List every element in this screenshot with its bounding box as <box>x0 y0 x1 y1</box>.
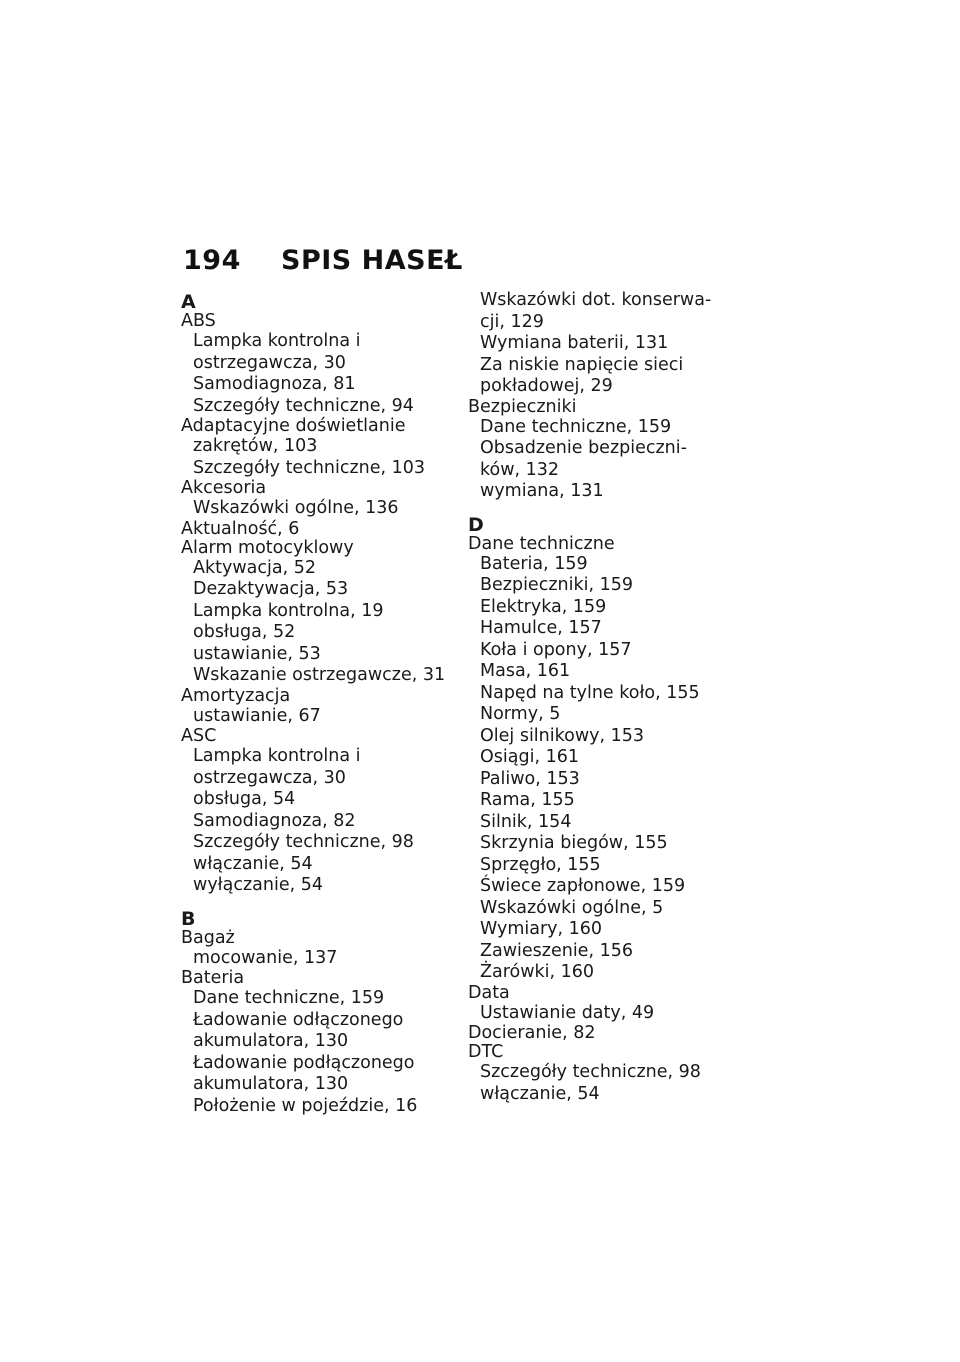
index-subentry <box>468 747 748 769</box>
index-subentry-line: ostrzegawcza, 30 <box>193 352 346 373</box>
index-subentry <box>468 855 748 877</box>
index-subentry <box>468 640 748 662</box>
index-subentry <box>468 554 748 576</box>
index-subentry-line: Osiągi, 161 <box>480 747 579 767</box>
index-subentry <box>468 1084 748 1106</box>
index-subentry-line: obsługa, 54 <box>193 789 296 809</box>
page-number: 194 <box>183 244 241 276</box>
index-subentry <box>181 832 451 854</box>
index-subentry <box>468 438 748 481</box>
index-subentry-line: Rama, 155 <box>480 790 575 810</box>
index-subentry-line: wyłączanie, 54 <box>193 875 324 895</box>
index-term: Alarm motocyklowy <box>181 537 354 558</box>
index-subentry <box>468 919 748 941</box>
index-subentry-line: Paliwo, 153 <box>480 768 580 789</box>
index-term: Akcesoria <box>181 478 267 498</box>
index-subentry-line: Normy, 5 <box>480 704 561 724</box>
index-subentry <box>181 558 451 580</box>
index-subentry-line: Położenie w pojeździe, 16 <box>193 1095 418 1116</box>
index-subentry-line: pokładowej, 29 <box>480 376 613 396</box>
index-subentry-line: Wymiana baterii, 131 <box>480 333 669 353</box>
index-subentry <box>181 644 451 666</box>
index-subentry-line: Bezpieczniki, 159 <box>480 575 633 595</box>
index-term: Dane techniczne <box>468 533 615 554</box>
index-subentry-line: Lampka kontrolna, 19 <box>193 600 384 621</box>
index-subentry-line: Ustawianie daty, 49 <box>480 1002 655 1023</box>
index-subentry <box>181 746 451 789</box>
index-subentry-line: obsługa, 52 <box>193 622 296 642</box>
index-term: DTC <box>468 1042 504 1062</box>
index-term: ASC <box>181 726 217 746</box>
index-subentry-line: Za niskie napięcie sieci <box>480 354 684 375</box>
page-title: SPIS HASEŁ <box>281 244 463 276</box>
index-subentry <box>468 1062 748 1084</box>
index-subentry-line: Silnik, 154 <box>480 811 572 832</box>
index-subentry <box>468 876 748 898</box>
index-subentry <box>468 618 748 640</box>
index-subentry-line: Szczegóły techniczne, 98 <box>193 832 414 852</box>
index-subentry <box>181 811 451 833</box>
index-subentry <box>181 1053 451 1096</box>
index-term: ABS <box>181 311 216 331</box>
index-subentry-line: Bateria, 159 <box>480 553 588 574</box>
page-header <box>183 243 463 277</box>
index-subentry <box>468 290 748 333</box>
index-column-right <box>468 290 748 1105</box>
index-subentry-line: Samodiagnoza, 82 <box>193 810 356 831</box>
index-subentry-line: Zawieszenie, 156 <box>480 940 633 961</box>
index-subentry <box>468 481 748 503</box>
index-subentry-line: ustawianie, 67 <box>193 705 321 726</box>
index-subentry-line: Wskazówki ogólne, 5 <box>480 897 664 918</box>
index-subentry <box>181 396 451 418</box>
index-term: Bezpieczniki <box>468 396 577 417</box>
index-subentry <box>468 683 748 705</box>
index-subentry-line: akumulatora, 130 <box>193 1074 349 1094</box>
index-subentry <box>468 704 748 726</box>
index-subentry-line: Sprzęgło, 155 <box>480 854 601 875</box>
index-subentry-line: Wskazanie ostrzegawcze, 31 <box>193 665 446 685</box>
index-subentry <box>181 948 451 970</box>
index-subentry-line: zakrętów, 103 <box>193 436 318 456</box>
index-subentry <box>468 417 748 439</box>
index-term: Data <box>468 982 510 1003</box>
index-subentry-line: Skrzynia biegów, 155 <box>480 833 668 853</box>
index-subentry-line: Elektryka, 159 <box>480 596 607 617</box>
index-subentry <box>181 331 451 374</box>
index-subentry <box>468 812 748 834</box>
index-subentry-line: Wskazówki ogólne, 136 <box>193 498 399 518</box>
index-subentry-line: Dane techniczne, 159 <box>193 988 385 1008</box>
index-subentry <box>181 665 451 687</box>
index-subentry-line: Świece zapłonowe, 159 <box>480 876 686 896</box>
index-subentry <box>468 1003 748 1025</box>
index-subentry <box>181 706 451 728</box>
index-subentry-line: Szczegóły techniczne, 98 <box>480 1062 701 1082</box>
index-subentry <box>181 498 451 520</box>
index-subentry <box>181 579 451 601</box>
index-subentry <box>468 833 748 855</box>
index-subentry-line: Szczegóły techniczne, 94 <box>193 395 414 416</box>
index-subentry-line: ostrzegawcza, 30 <box>193 767 346 788</box>
index-subentry-line: cji, 129 <box>480 311 544 332</box>
index-term: Aktualność, 6 <box>181 518 300 539</box>
index-column-left <box>181 290 451 1117</box>
index-term: Adaptacyjne doświetlanie <box>181 416 406 436</box>
index-subentry <box>468 661 748 683</box>
index-subentry-line: Obsadzenie bezpieczni- <box>480 438 687 458</box>
index-subentry-line: Wymiary, 160 <box>480 919 603 939</box>
index-subentry <box>468 898 748 920</box>
index-subentry-line: Dane techniczne, 159 <box>480 416 672 437</box>
index-subentry-line: włączanie, 54 <box>193 853 313 874</box>
index-subentry <box>468 575 748 597</box>
index-term: Amortyzacja <box>181 685 291 706</box>
index-subentry-line: Samodiagnoza, 81 <box>193 374 356 394</box>
index-subentry-line: Szczegóły techniczne, 103 <box>193 457 426 478</box>
index-subentry-line: ustawianie, 53 <box>193 643 321 664</box>
index-subentry <box>181 436 451 458</box>
index-term: Bagaż <box>181 927 235 948</box>
index-subentry-line: Lampka kontrolna i <box>193 746 361 766</box>
index-subentry-line: Koła i opony, 157 <box>480 639 632 660</box>
index-letter-heading: D <box>468 513 484 536</box>
index-subentry <box>181 875 451 897</box>
index-subentry-line: Dezaktywacja, 53 <box>193 579 349 599</box>
index-subentry <box>181 601 451 623</box>
index-subentry <box>181 1096 451 1118</box>
index-subentry-line: akumulatora, 130 <box>193 1031 349 1051</box>
index-subentry-line: Aktywacja, 52 <box>193 557 316 578</box>
index-subentry-line: Żarówki, 160 <box>480 962 595 982</box>
index-subentry <box>468 355 748 398</box>
index-subentry <box>468 726 748 748</box>
index-subentry <box>468 941 748 963</box>
index-subentry <box>468 597 748 619</box>
index-subentry <box>468 962 748 984</box>
index-subentry <box>181 854 451 876</box>
index-subentry-line: Ładowanie odłączonego <box>193 1009 404 1030</box>
index-term: Docieranie, 82 <box>468 1023 596 1043</box>
index-subentry <box>181 374 451 396</box>
index-subentry <box>181 458 451 480</box>
index-subentry-line: Olej silnikowy, 153 <box>480 725 645 746</box>
index-subentry <box>181 789 451 811</box>
index-term: Bateria <box>181 968 245 988</box>
index-subentry <box>181 1010 451 1053</box>
index-subentry-line: wymiana, 131 <box>480 481 604 501</box>
index-subentry <box>468 769 748 791</box>
index-subentry-line: Napęd na tylne koło, 155 <box>480 682 700 703</box>
index-subentry-line: ków, 132 <box>480 459 560 480</box>
index-subentry-line: Masa, 161 <box>480 661 571 681</box>
index-subentry-line: Hamulce, 157 <box>480 618 602 638</box>
index-subentry <box>181 988 451 1010</box>
index-letter-heading: B <box>181 907 196 930</box>
index-subentry-line: Wskazówki dot. konserwa- <box>480 290 712 310</box>
index-subentry <box>468 790 748 812</box>
index-letter-heading: A <box>181 291 196 313</box>
index-subentry-line: mocowanie, 137 <box>193 947 338 968</box>
index-subentry <box>468 333 748 355</box>
index-subentry <box>181 622 451 644</box>
index-subentry-line: Ładowanie podłączonego <box>193 1052 415 1073</box>
index-subentry-line: Lampka kontrolna i <box>193 331 361 351</box>
index-subentry-line: włączanie, 54 <box>480 1083 600 1104</box>
